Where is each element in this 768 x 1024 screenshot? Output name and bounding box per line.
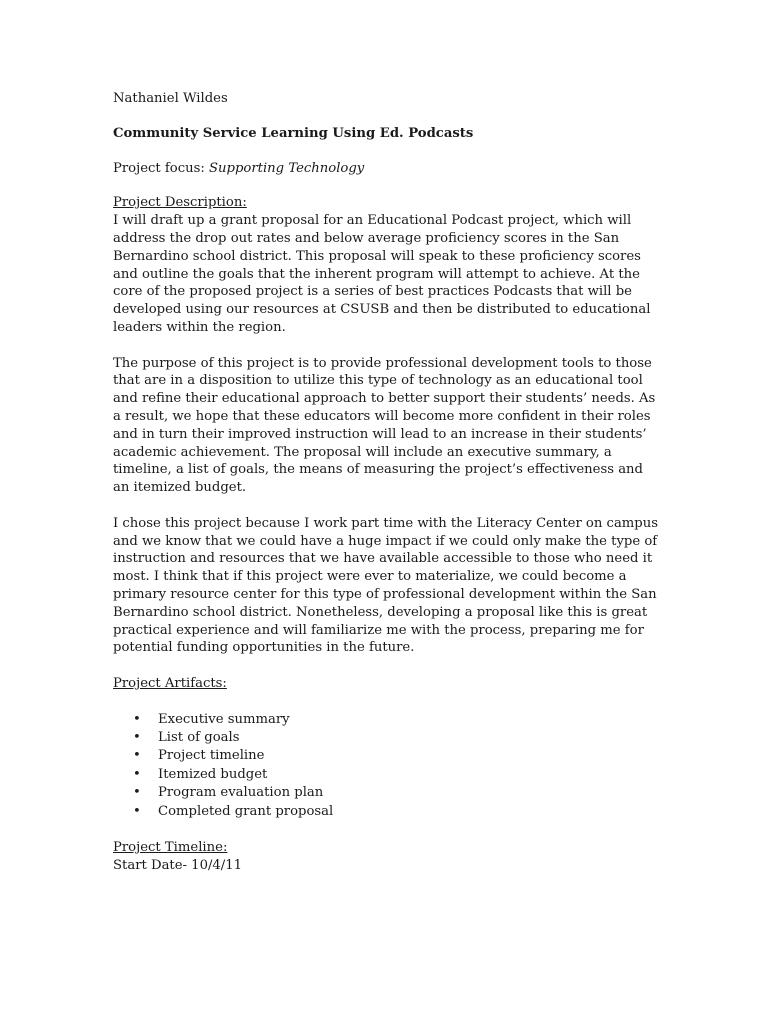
list-item-label: Executive summary	[158, 711, 290, 727]
description-paragraph-3: I chose this project because I work part time with the Literacy Center on campus and we know that we could have a huge impact if we could only make the type of instruction and resources that we have available accessible to those who need it most. I think that if this project were ever to materialize, we could become a primary resource center for this type of professional development within the San Bernardino school district. Nonetheless, developing a proposal like this is great practical experience and will familiarize me with the process, preparing me for potential funding opportunities in the future.	[113, 515, 659, 656]
bullet-icon: •	[133, 785, 141, 801]
project-timeline-heading: Project Timeline:	[113, 839, 228, 855]
project-focus	[113, 160, 658, 178]
project-description-heading: Project Description:	[113, 195, 247, 211]
project-artifacts-heading: Project Artifacts:	[113, 675, 227, 691]
list-item-label: List of goals	[158, 729, 240, 745]
description-paragraph-1: I will draft up a grant proposal for an Educational Podcast project, which will address the drop out rates and below average proficiency scores in the San Bernardino school district. This proposal will speak to these proficiency scores and outline the goals that the inherent program will attempt to achieve. At the core of the proposed project is a series of best practices Podcasts that will be developed using our resources at CSUSB and then be distributed to educational leaders within the region.	[113, 213, 651, 335]
project-description-section	[113, 194, 658, 657]
list-item	[133, 747, 658, 765]
start-date: Start Date- 10/4/11	[113, 857, 243, 873]
list-item-label: Completed grant proposal	[158, 803, 334, 819]
list-item-label: Program evaluation plan	[158, 785, 324, 801]
list-item	[133, 766, 658, 784]
author-name: Nathaniel Wildes	[113, 91, 228, 106]
bullet-icon: •	[133, 803, 141, 819]
artifacts-list	[113, 711, 658, 821]
project-artifacts-section	[113, 675, 658, 821]
list-item-label: Itemized budget	[158, 766, 268, 782]
document-title: Community Service Learning Using Ed. Podcasts	[113, 125, 474, 141]
list-item	[133, 784, 658, 802]
project-timeline-section	[113, 839, 658, 875]
project-focus-label: Project focus:	[113, 160, 205, 176]
list-item	[133, 729, 658, 747]
description-paragraph-2: The purpose of this project is to provide professional development tools to those that are in a disposition to utilize this type of technology as an educational tool and refine their educational approach to better support their students’ needs. As a result, we hope that these educators will become more confident in their roles and in turn their improved instruction will lead to an increase in their students’ academic achievement. The proposal will include an executive summary, a timeline, a list of goals, the means of measuring the project’s effectiveness and an itemized budget.	[113, 355, 656, 496]
list-item	[133, 803, 658, 821]
bullet-icon: •	[133, 748, 141, 764]
bullet-icon: •	[133, 766, 141, 782]
list-item-label: Project timeline	[158, 748, 265, 764]
list-item	[133, 711, 658, 729]
bullet-icon: •	[133, 711, 141, 727]
bullet-icon: •	[133, 729, 141, 745]
project-focus-value: Supporting Technology	[209, 160, 365, 176]
